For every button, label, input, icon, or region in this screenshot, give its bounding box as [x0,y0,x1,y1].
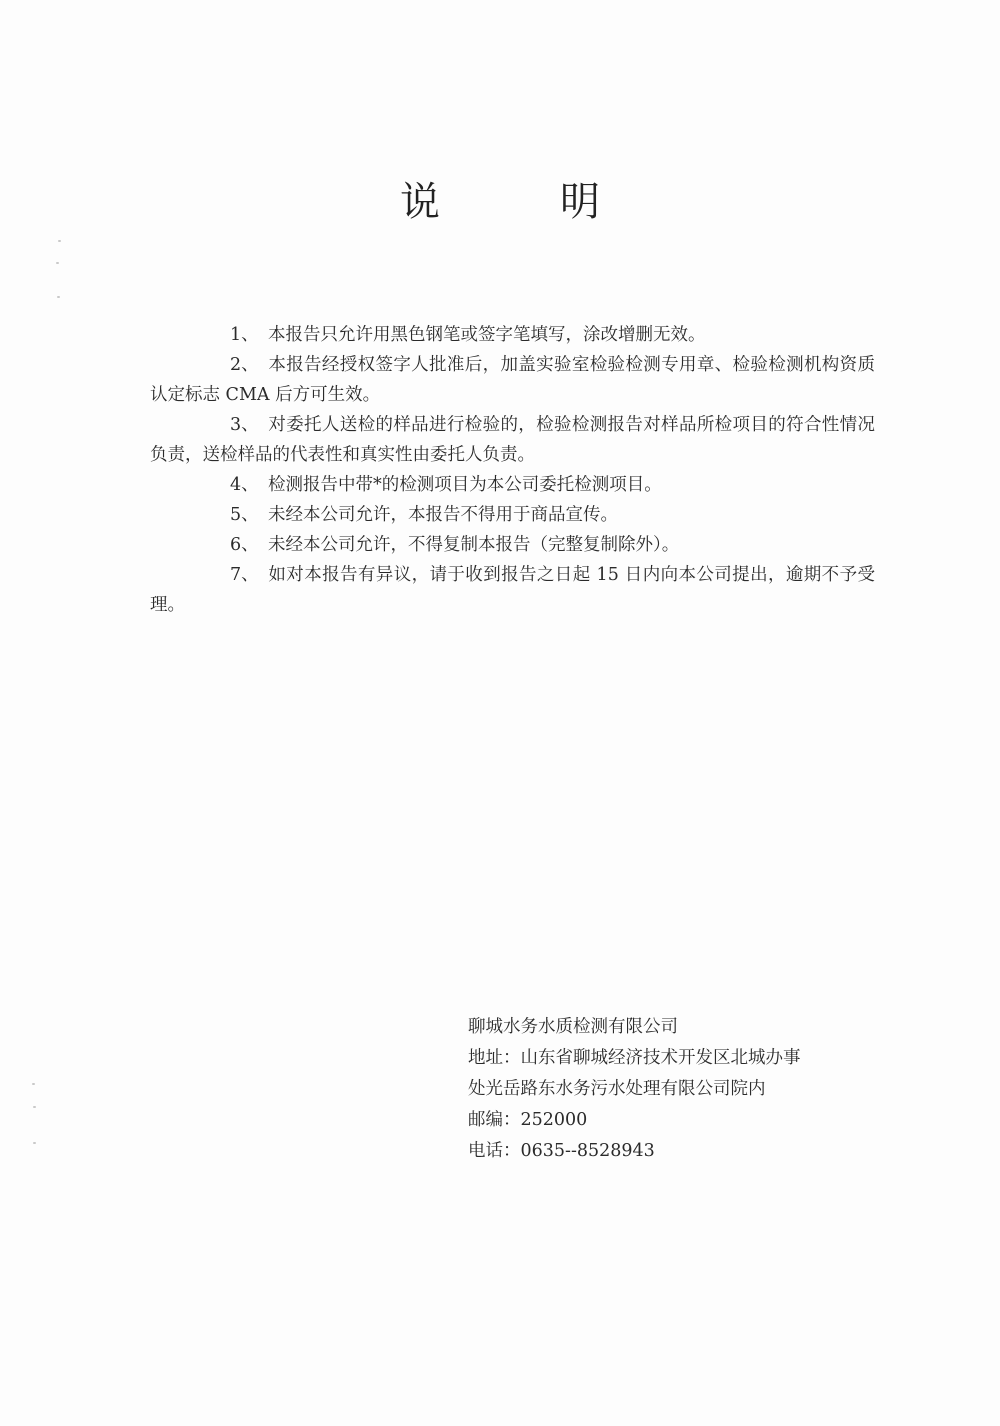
list-item [150,320,875,350]
list-item [150,470,875,500]
instructions-list [150,320,875,620]
item-text: 未经本公司允许，不得复制本报告（完整复制除外）。 [268,535,680,555]
item-number: 5、 [230,505,259,525]
item-number: 7、 [230,565,259,585]
scan-speck [58,240,61,242]
item-number: 6、 [230,535,259,555]
company-name: 聊城水务水质检测有限公司 [468,1017,678,1037]
item-text: 未经本公司允许，本报告不得用于商品宣传。 [268,505,618,525]
list-item [150,410,875,470]
scan-speck [33,1142,36,1144]
item-number: 1、 [230,325,259,345]
item-number: 3、 [230,415,259,435]
list-item [150,350,875,410]
title-char-1: 说 [400,179,440,225]
scan-speck [33,1106,36,1108]
item-number: 2、 [230,355,259,375]
item-text: 如对本报告有异议，请于收到报告之日起 15 日内向本公司提出，逾期不予受理。 [150,565,875,615]
title-char-2: 明 [560,179,600,225]
scan-speck [32,1083,35,1085]
list-item [150,530,875,560]
item-text: 本报告经授权签字人批准后，加盖实验室检验检测专用章、检验检测机构资质认定标志 CMA 后方可生效。 [150,355,875,405]
address-line-2: 处光岳路东水务污水处理有限公司院内 [468,1079,766,1099]
company-info [468,1012,888,1167]
item-number: 4、 [230,475,259,495]
postcode: 邮编：252000 [468,1110,588,1130]
address-line-1: 地址：山东省聊城经济技术开发区北城办事 [468,1048,801,1068]
list-item [150,560,875,620]
phone-number: 电话：0635--8528943 [468,1141,655,1161]
scan-speck [56,262,59,264]
page-title [0,170,1000,227]
list-item [150,500,875,530]
item-text: 检测报告中带*的检测项目为本公司委托检测项目。 [268,475,662,495]
item-text: 对委托人送检的样品进行检验的，检验检测报告对样品所检项目的符合性情况负责，送检样品的代表性和真实性由委托人负责。 [150,415,875,465]
item-text: 本报告只允许用黑色钢笔或签字笔填写，涂改增删无效。 [268,325,706,345]
scan-speck [57,296,60,298]
